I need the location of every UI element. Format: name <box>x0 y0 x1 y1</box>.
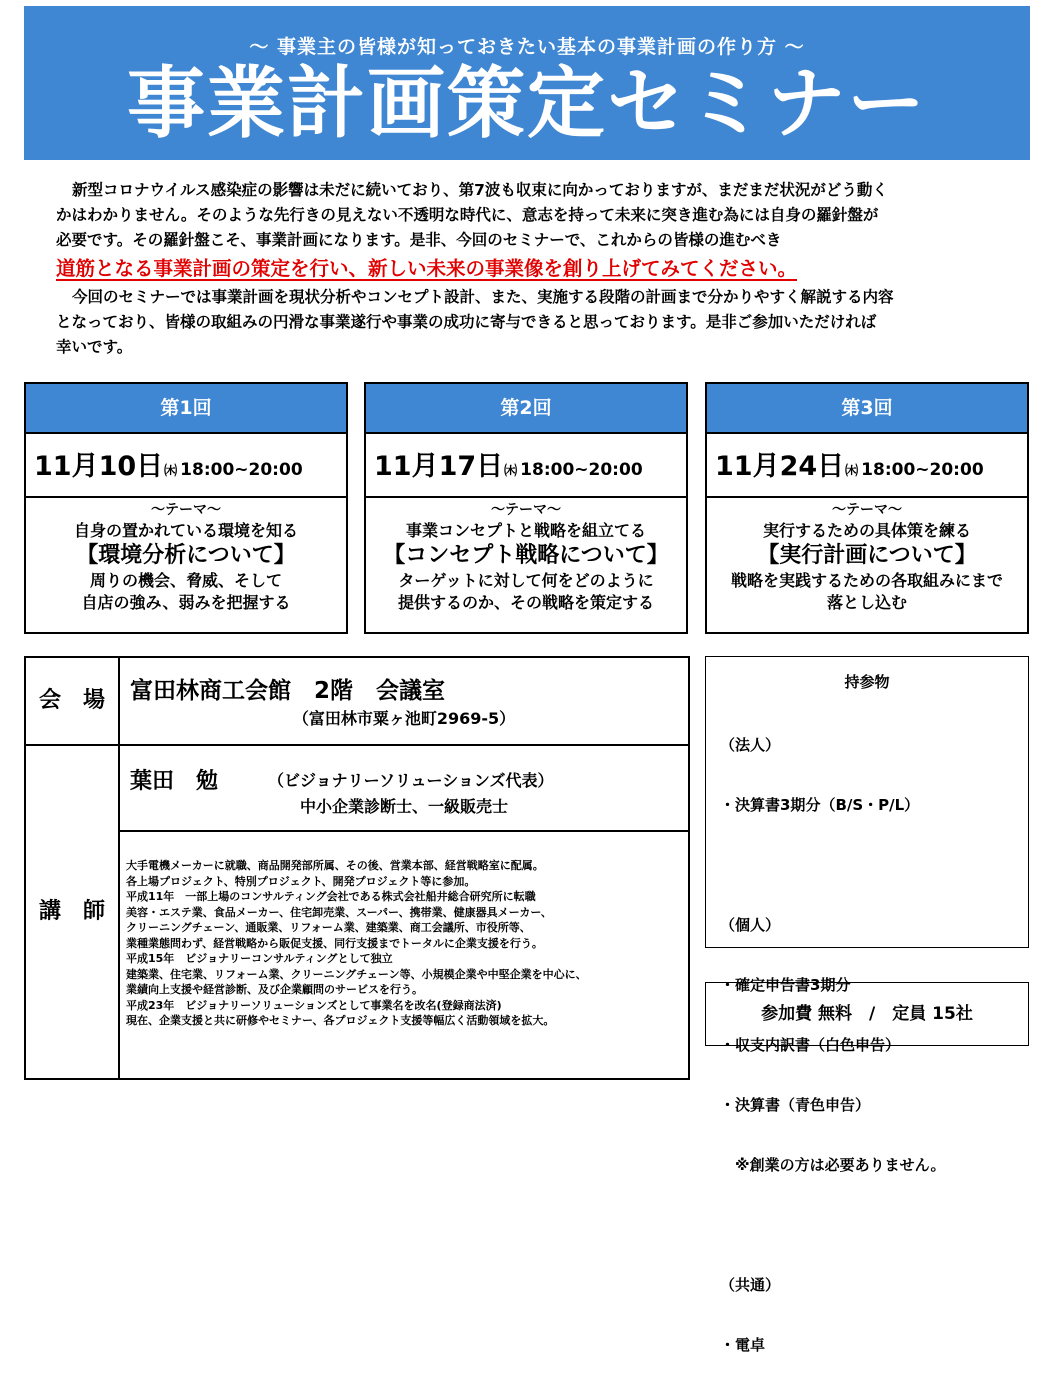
items-group-corp: （法人） <box>720 736 781 754</box>
intro-highlight: 道筋となる事業計画の策定を行い、新しい未来の事業像を創り上げてみてください。 <box>56 257 798 280</box>
theme-label: ～テーマ～ <box>491 502 561 518</box>
item: ・電卓 <box>720 1336 766 1354</box>
item: ・決算書3期分（B/S・P/L） <box>720 796 920 814</box>
lecturer-name: 葉田 勉 <box>130 769 219 794</box>
lecturer-bio-cell <box>120 832 688 1078</box>
bio-line: 平成11年 一部上場のコンサルティング会社である株式会社船井総合研究所に転職 <box>126 890 536 903</box>
session-card-1 <box>24 382 348 634</box>
items-group-common: （共通） <box>720 1276 781 1294</box>
bio-line: 大手電機メーカーに就職、商品開発部所属、その後、営業本部、経営戦略室に配属。 <box>126 859 544 872</box>
intro-line: 幸いです。 <box>56 338 133 356</box>
session-date <box>366 434 686 498</box>
fee-capacity-box: 参加費 無料 / 定員 15社 <box>705 982 1029 1046</box>
venue-cell <box>120 658 688 746</box>
items-group-individual: （個人） <box>720 916 781 934</box>
theme-label: ～テーマ～ <box>151 502 221 518</box>
title-banner <box>24 6 1030 160</box>
theme-desc: 戦略を実践するための各取組みにまで <box>730 571 1003 590</box>
theme-topic: 【コンセプト戦略について】 <box>383 543 669 568</box>
item: ・収支内訳書（白色申告） <box>720 1036 901 1054</box>
intro-line: 新型コロナウイルス感染症の影響は未だに続いており、第7波も収束に向かっておりますが、まだまだ状況がどう動く <box>72 181 888 199</box>
theme-lead: 実行するための具体策を練る <box>762 521 971 540</box>
venue-address: （富田林市粟ヶ池町2969-5） <box>292 709 516 728</box>
intro-text <box>56 178 1016 360</box>
lecturer-bio <box>126 858 587 1029</box>
bio-line: 各上場プロジェクト、特別プロジェクト、開発プロジェクト等に参加。 <box>126 874 476 888</box>
banner-subtitle: ～ 事業主の皆様が知っておきたい基本の事業計画の作り方 ～ <box>249 36 805 58</box>
bio-line: 平成15年 ビジョナリーコンサルティングとして独立 <box>126 952 393 965</box>
intro-line: 必要です。その羅針盤こそ、事業計画になります。是非、今回のセミナーで、これからの皆様の進むべき <box>56 231 782 249</box>
session-weekday: ㈭ <box>164 464 178 479</box>
session-day: 11月24日 <box>715 451 845 482</box>
session-time: 18:00~20:00 <box>180 460 303 480</box>
theme-desc: ターゲットに対して何をどのように <box>398 571 654 590</box>
items-title: 持参物 <box>844 673 890 691</box>
theme-desc: 提供するのか、その戦略を策定する <box>397 593 654 612</box>
info-table <box>24 656 690 1080</box>
lecturer-qualifications: 中小企業診断士、一級販売士 <box>299 797 508 816</box>
session-time: 18:00~20:00 <box>861 460 984 480</box>
theme-lead: 自身の置かれている環境を知る <box>73 521 298 540</box>
session-theme <box>366 498 686 614</box>
theme-topic: 【実行計画について】 <box>757 543 977 568</box>
theme-topic: 【環境分析について】 <box>76 543 296 568</box>
bio-line: 建築業、住宅業、リフォーム業、クリーニングチェーン等、小規模企業や中堅企業を中心に、 <box>126 967 587 981</box>
intro-line: かはわかりません。そのような先行きの見えない不透明な時代に、意志を持って未来に突き進む為には自身の羅針盤が <box>56 206 879 224</box>
session-card-2 <box>364 382 688 634</box>
theme-desc: 落とし込む <box>826 593 907 612</box>
lecturer-label: 講 師 <box>26 746 120 1078</box>
session-label: 第3回 <box>707 384 1027 434</box>
bio-line: 業績向上支援や経営診断、及び企業顧問のサービスを行う。 <box>126 983 423 996</box>
session-label: 第1回 <box>26 384 346 434</box>
venue-label: 会 場 <box>26 658 120 746</box>
session-label: 第2回 <box>366 384 686 434</box>
session-weekday: ㈭ <box>845 464 859 479</box>
item: ・確定申告書3期分 <box>720 976 851 994</box>
session-weekday: ㈭ <box>504 464 518 479</box>
session-card-3 <box>705 382 1029 634</box>
session-date <box>26 434 346 498</box>
session-theme <box>26 498 346 614</box>
bio-line: 業種業態問わず、経営戦略から販促支援、同行支援までトータルに企業支援を行う。 <box>126 936 543 950</box>
session-day: 11月10日 <box>34 451 164 482</box>
session-time: 18:00~20:00 <box>520 460 643 480</box>
bio-line: 平成23年 ビジョナリーソリューションズとして事業名を改名(登録商法済) <box>126 998 502 1012</box>
intro-line: 今回のセミナーでは事業計画を現状分析やコンセプト設計、また、実施する段階の計画まで分かりやすく解説する内容 <box>72 288 894 306</box>
intro-line: となっており、皆様の取組みの円滑な事業遂行や事業の成功に寄与できると思っております。是非ご参加いただければ <box>56 313 877 331</box>
banner-title: 事業計画策定セミナー <box>126 59 927 149</box>
lecturer-cell <box>120 746 688 832</box>
items-note: ※創業の方は必要ありません。 <box>720 1156 946 1174</box>
bio-line: クリーニングチェーン、通販業、リフォーム業、建築業、商工会議所、市役所等、 <box>126 921 531 934</box>
session-date <box>707 434 1027 498</box>
bio-line: 美容・エステ業、食品メーカー、住宅卸売業、スーパー、携帯業、健康器具メーカー、 <box>126 905 552 919</box>
venue-name: 富田林商工会館 2階 会議室 <box>130 678 446 704</box>
lecturer-affiliation: （ビジョナリーソリューションズ代表） <box>268 771 554 790</box>
session-theme <box>707 498 1027 614</box>
bio-line: 現在、企業支援と共に研修やセミナー、各プロジェクト支援等幅広く活動領域を拡大。 <box>126 1014 555 1027</box>
theme-desc: 周りの機会、脅威、そして <box>89 571 282 590</box>
theme-desc: 自店の強み、弱みを把握する <box>81 593 291 612</box>
session-day: 11月17日 <box>374 451 504 482</box>
item: ・決算書（青色申告） <box>720 1096 871 1114</box>
theme-label: ～テーマ～ <box>832 502 902 518</box>
theme-lead: 事業コンセプトと戦略を組立てる <box>405 521 646 540</box>
